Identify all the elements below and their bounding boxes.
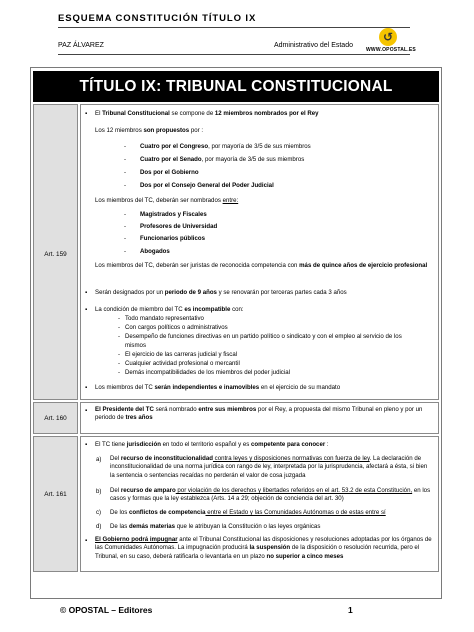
opostal-logo (366, 28, 414, 54)
eligible-funcionarios: Funcionarios públicos (140, 235, 206, 242)
art161-government-challenge: El Gobierno podrá impugnar ante el Tribunal Constitucional las disposiciones y resoluciones adoptadas por los órganos de las Comunidades Autónomas. La impugnación producirá la suspensión de la disposición o resolución recurrida, pero el Tribunal, en su caso, deberá ratificarla o levantarla en un plazo no superior a cinco meses (95, 536, 432, 560)
proposal-congreso: Cuatro por el Congreso, por mayoría de 3/5 de sus miembros (140, 143, 311, 150)
document-header-title: ESQUEMA CONSTITUCIÓN TÍTULO IX (58, 13, 257, 24)
bullet-icon: ▪ (85, 407, 88, 414)
incompat-carrera: El ejercicio de las carreras judicial y fiscal (125, 351, 238, 358)
item-b-label: b) (96, 488, 102, 495)
art160-label-cell (33, 402, 78, 434)
incompat-actividad: Cualquier actividad profesional o mercantil (125, 360, 240, 367)
header-divider (58, 27, 410, 28)
incompat-partido: Desempeño de funciones directivas en un partido político o sindicato y con el empleo al servicio de los (125, 333, 402, 340)
header-rule (58, 54, 410, 55)
art161-label: Art. 161 (44, 491, 67, 498)
art161-label-cell (33, 436, 78, 572)
dash-icon: - (124, 248, 127, 255)
dash-icon: - (124, 156, 127, 163)
art160-label: Art. 160 (44, 415, 67, 422)
bullet-icon: ▪ (85, 537, 88, 544)
art159-label: Art. 159 (44, 251, 67, 258)
art159-incompatibility: La condición de miembro del TC es incompatible con: (95, 306, 244, 313)
proposal-senado: Cuatro por el Senado, por mayoría de 3/5 de sus miembros (140, 156, 305, 163)
page-number: 1 (348, 605, 353, 615)
art159-label-cell (33, 104, 78, 400)
art161-item-c: De los conflictos de competencia entre el Estado y las Comunidades Autónomas o de estas entre sí (110, 509, 386, 516)
bullet-icon: ▪ (85, 441, 88, 448)
incompat-cargos: Con cargos políticos o administrativos (125, 324, 228, 331)
art161-item-d: De las demás materias que le atribuyan la Constitución o las leyes orgánicas (110, 523, 321, 530)
art159-appointment-intro: Los miembros del TC, deberán ser nombrados entre: (95, 197, 239, 204)
footer-publisher: © OPOSTAL – Editores (60, 605, 153, 615)
section-title-bar: TÍTULO IX: TRIBUNAL CONSTITUCIONAL (33, 71, 439, 102)
incompat-demas: Demás incompatibilidades de los miembros del poder judicial (125, 369, 290, 376)
art159-jurist-requirement: Los miembros del TC, deberán ser juristas de reconocida competencia con más de quince años de ejercicio profesional (95, 262, 428, 269)
art159-independence: Los miembros del TC serán independientes e inamovibles en el ejercicio de su mandato (95, 384, 341, 391)
header-section: Administrativo del Estado (274, 42, 353, 49)
dash-icon: - (124, 143, 127, 150)
dash-icon: - (118, 333, 121, 340)
dash-icon: - (118, 351, 121, 358)
item-d-label: d) (96, 523, 102, 530)
dash-icon: - (124, 169, 127, 176)
bullet-icon: ▪ (85, 384, 88, 391)
dash-icon: - (118, 324, 121, 331)
art161-jurisdiction: El TC tiene jurisdicción en todo el territorio español y es competente para conocer : (95, 441, 329, 448)
proposal-cgpj: Dos por el Consejo General del Poder Judicial (140, 182, 274, 189)
dash-icon: - (124, 182, 127, 189)
dash-icon: - (118, 360, 121, 367)
item-c-label: c) (96, 509, 102, 516)
art161-item-a: Del recurso de inconstitucionalidad contra leyes y disposiciones normativas con fuerza de ley. La declaración de inconstitucionalidad de una norma jurídica con rango de ley, interpretada por la jurisprudencia, afectará a ésta, si bien la sentencia o sentencias recaídas no perderán el valor de cosa juzgada (110, 455, 428, 479)
incompat-partido-cont: mismos (125, 342, 146, 349)
art159-proposal: Los 12 miembros son propuestos por : (95, 127, 204, 134)
bullet-icon: ▪ (85, 306, 88, 313)
dash-icon: - (124, 211, 127, 218)
incompat-mandato: Todo mandato representativo (125, 315, 204, 322)
logo-text: WWW.OPOSTAL.ES (366, 47, 416, 53)
proposal-gobierno: Dos por el Gobierno (140, 169, 199, 176)
eligible-abogados: Abogados (140, 248, 170, 255)
item-a-label: a) (96, 456, 102, 463)
bullet-icon: ▪ (85, 110, 88, 117)
art160-president: El Presidente del TC será nombrado entre sus miembros por el Rey, a propuesta del mismo Tribunal en pleno y por un periodo de tres años (95, 406, 423, 422)
eligible-magistrados: Magistrados y Fiscales (140, 211, 207, 218)
logo-swirl-icon: ↺ (383, 30, 394, 44)
dash-icon: - (118, 369, 121, 376)
dash-icon: - (124, 223, 127, 230)
eligible-profesores: Profesores de Universidad (140, 223, 218, 230)
art159-term: Serán designados por un periodo de 9 años y se renovarán por terceras partes cada 3 años (95, 289, 347, 296)
art159-composition: El Tribunal Constitucional se compone de 12 miembros nombrados por el Rey (95, 110, 319, 117)
dash-icon: - (118, 315, 121, 322)
dash-icon: - (124, 235, 127, 242)
header-author: PAZ ÁLVAREZ (58, 42, 104, 49)
bullet-icon: ▪ (85, 289, 88, 296)
art161-item-b: Del recurso de amparo por violación de los derechos y libertades referidos en el art. 53.2 de esta Constitución, en los casos y formas que la ley establezca (Arts. 14 a 29; objeción de conciencia del art. 30) (110, 487, 431, 503)
